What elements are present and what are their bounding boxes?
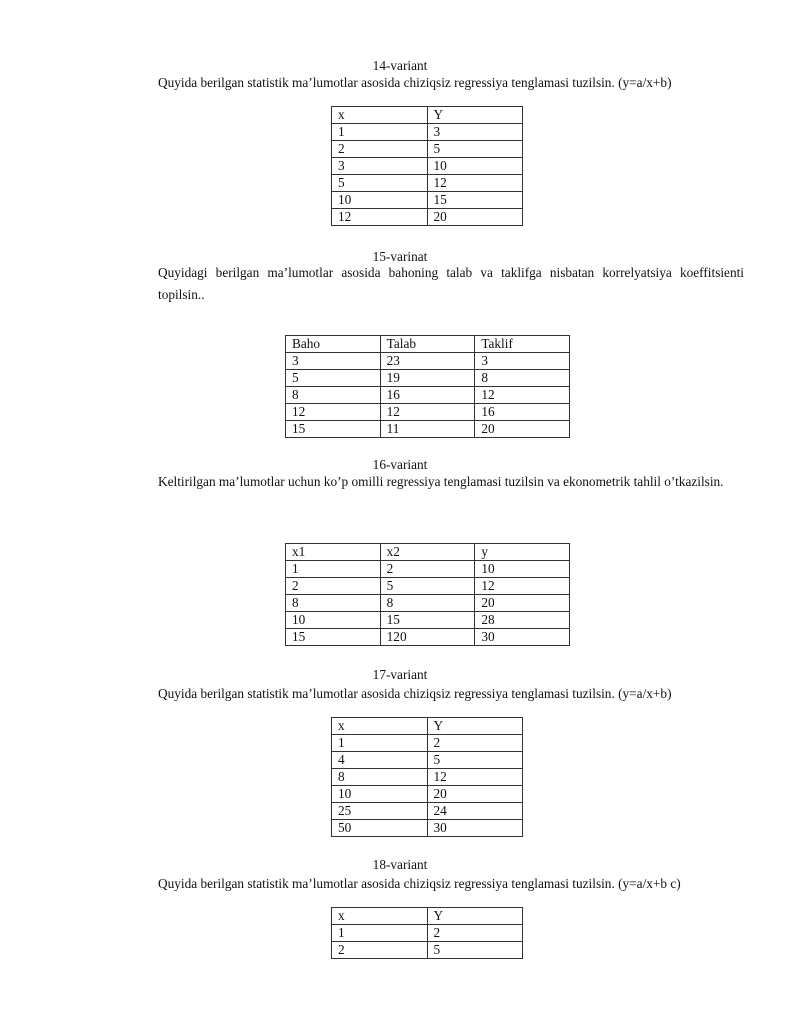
table-cell: 10 (427, 158, 523, 175)
table-cell: 20 (427, 786, 523, 803)
table-cell: 10 (286, 612, 381, 629)
table-cell: 1 (332, 124, 428, 141)
table-row (332, 786, 523, 803)
table-row (286, 404, 570, 421)
table-row (332, 158, 523, 175)
table-row (332, 175, 523, 192)
table-row (286, 595, 570, 612)
column-header: y (475, 544, 570, 561)
table-cell: 16 (475, 404, 570, 421)
table-cell: 5 (427, 141, 523, 158)
table-cell: 25 (332, 803, 428, 820)
table-cell: 10 (332, 786, 428, 803)
column-header: Y (427, 908, 523, 925)
table-cell: 8 (286, 387, 381, 404)
table-cell: 24 (427, 803, 523, 820)
table-cell: 15 (380, 612, 475, 629)
table-cell: 5 (427, 752, 523, 769)
column-header: Talab (380, 336, 475, 353)
table-cell: 15 (286, 629, 381, 646)
column-header: x (332, 107, 428, 124)
table-row (286, 578, 570, 595)
table-cell: 20 (475, 595, 570, 612)
section-heading-17: 17-variant (372, 667, 428, 682)
table-cell: 15 (286, 421, 381, 438)
column-header: x1 (286, 544, 381, 561)
table-cell: 3 (427, 124, 523, 141)
table-header-row (332, 107, 523, 124)
table-cell: 120 (380, 629, 475, 646)
section-text-18: Quyida berilgan statistik ma’lumotlar asosida chiziqsiz regressiya tenglamasi tuzilsin. (y=a/x+b c) (158, 876, 681, 891)
table-cell: 1 (332, 735, 428, 752)
table-cell: 30 (427, 820, 523, 837)
table-cell: 20 (475, 421, 570, 438)
table-cell: 12 (475, 578, 570, 595)
table-row (286, 370, 570, 387)
table-cell: 15 (427, 192, 523, 209)
table-cell: 2 (427, 735, 523, 752)
table-cell: 5 (332, 175, 428, 192)
table-16 (285, 543, 570, 646)
column-header: x (332, 718, 428, 735)
column-header: Y (427, 107, 523, 124)
table-cell: 20 (427, 209, 523, 226)
table-cell: 2 (427, 925, 523, 942)
table-header-row (332, 718, 523, 735)
table-cell: 8 (286, 595, 381, 612)
table-cell: 12 (380, 404, 475, 421)
section-heading-18: 18-variant (372, 857, 428, 872)
table-cell: 4 (332, 752, 428, 769)
table-cell: 16 (380, 387, 475, 404)
table-row (332, 752, 523, 769)
table-row (332, 192, 523, 209)
table-row (286, 421, 570, 438)
table-cell: 8 (380, 595, 475, 612)
table-cell: 23 (380, 353, 475, 370)
table-cell: 19 (380, 370, 475, 387)
table-cell: 12 (427, 769, 523, 786)
table-cell: 5 (427, 942, 523, 959)
table-cell: 2 (332, 942, 428, 959)
table-row (332, 209, 523, 226)
section-text-14: Quyida berilgan statistik ma’lumotlar asosida chiziqsiz regressiya tenglamasi tuzilsin. (y=a/x+b) (158, 75, 672, 90)
table-cell: 11 (380, 421, 475, 438)
table-row (332, 820, 523, 837)
table-cell: 3 (286, 353, 381, 370)
table-row (332, 942, 523, 959)
table-cell: 2 (380, 561, 475, 578)
table-cell: 3 (475, 353, 570, 370)
column-header: x (332, 908, 428, 925)
table-row (286, 561, 570, 578)
table-row (286, 629, 570, 646)
table-row (332, 141, 523, 158)
table-cell: 1 (332, 925, 428, 942)
table-header-row (286, 544, 570, 561)
table-cell: 1 (286, 561, 381, 578)
section-text-17: Quyida berilgan statistik ma’lumotlar asosida chiziqsiz regressiya tenglamasi tuzilsin. (y=a/x+b) (158, 686, 672, 701)
table-row (286, 612, 570, 629)
table-cell: 12 (332, 209, 428, 226)
table-cell: 10 (332, 192, 428, 209)
section-heading-15: 15-varinat (372, 249, 428, 264)
table-cell: 3 (332, 158, 428, 175)
table-cell: 12 (286, 404, 381, 421)
table-row (332, 803, 523, 820)
table-cell: 10 (475, 561, 570, 578)
section-heading-14: 14-variant (372, 58, 428, 73)
table-17 (331, 717, 523, 837)
table-row (286, 387, 570, 404)
section-heading-16: 16-variant (372, 457, 428, 472)
table-header-row (332, 908, 523, 925)
table-cell: 12 (427, 175, 523, 192)
column-header: Y (427, 718, 523, 735)
table-cell: 5 (380, 578, 475, 595)
section-text-15: Quyidagi berilgan ma’lumotlar asosida bahoning talab va taklifga nisbatan korrelyatsiya koeffitsienti topilsin.. (158, 265, 744, 302)
table-cell: 8 (332, 769, 428, 786)
column-header: Baho (286, 336, 381, 353)
table-cell: 2 (332, 141, 428, 158)
table-row (332, 124, 523, 141)
section-text-16: Keltirilgan ma’lumotlar uchun ko’p omilli regressiya tenglamasi tuzilsin va ekonometrik tahlil o’tkazilsin. (158, 474, 724, 489)
table-18 (331, 907, 523, 959)
table-cell: 2 (286, 578, 381, 595)
table-header-row (286, 336, 570, 353)
table-cell: 30 (475, 629, 570, 646)
table-row (332, 925, 523, 942)
table-cell: 8 (475, 370, 570, 387)
table-14 (331, 106, 523, 226)
table-15 (285, 335, 570, 438)
table-row (332, 769, 523, 786)
table-row (286, 353, 570, 370)
table-cell: 28 (475, 612, 570, 629)
column-header: Taklif (475, 336, 570, 353)
table-cell: 12 (475, 387, 570, 404)
table-cell: 50 (332, 820, 428, 837)
column-header: x2 (380, 544, 475, 561)
table-cell: 5 (286, 370, 381, 387)
table-row (332, 735, 523, 752)
